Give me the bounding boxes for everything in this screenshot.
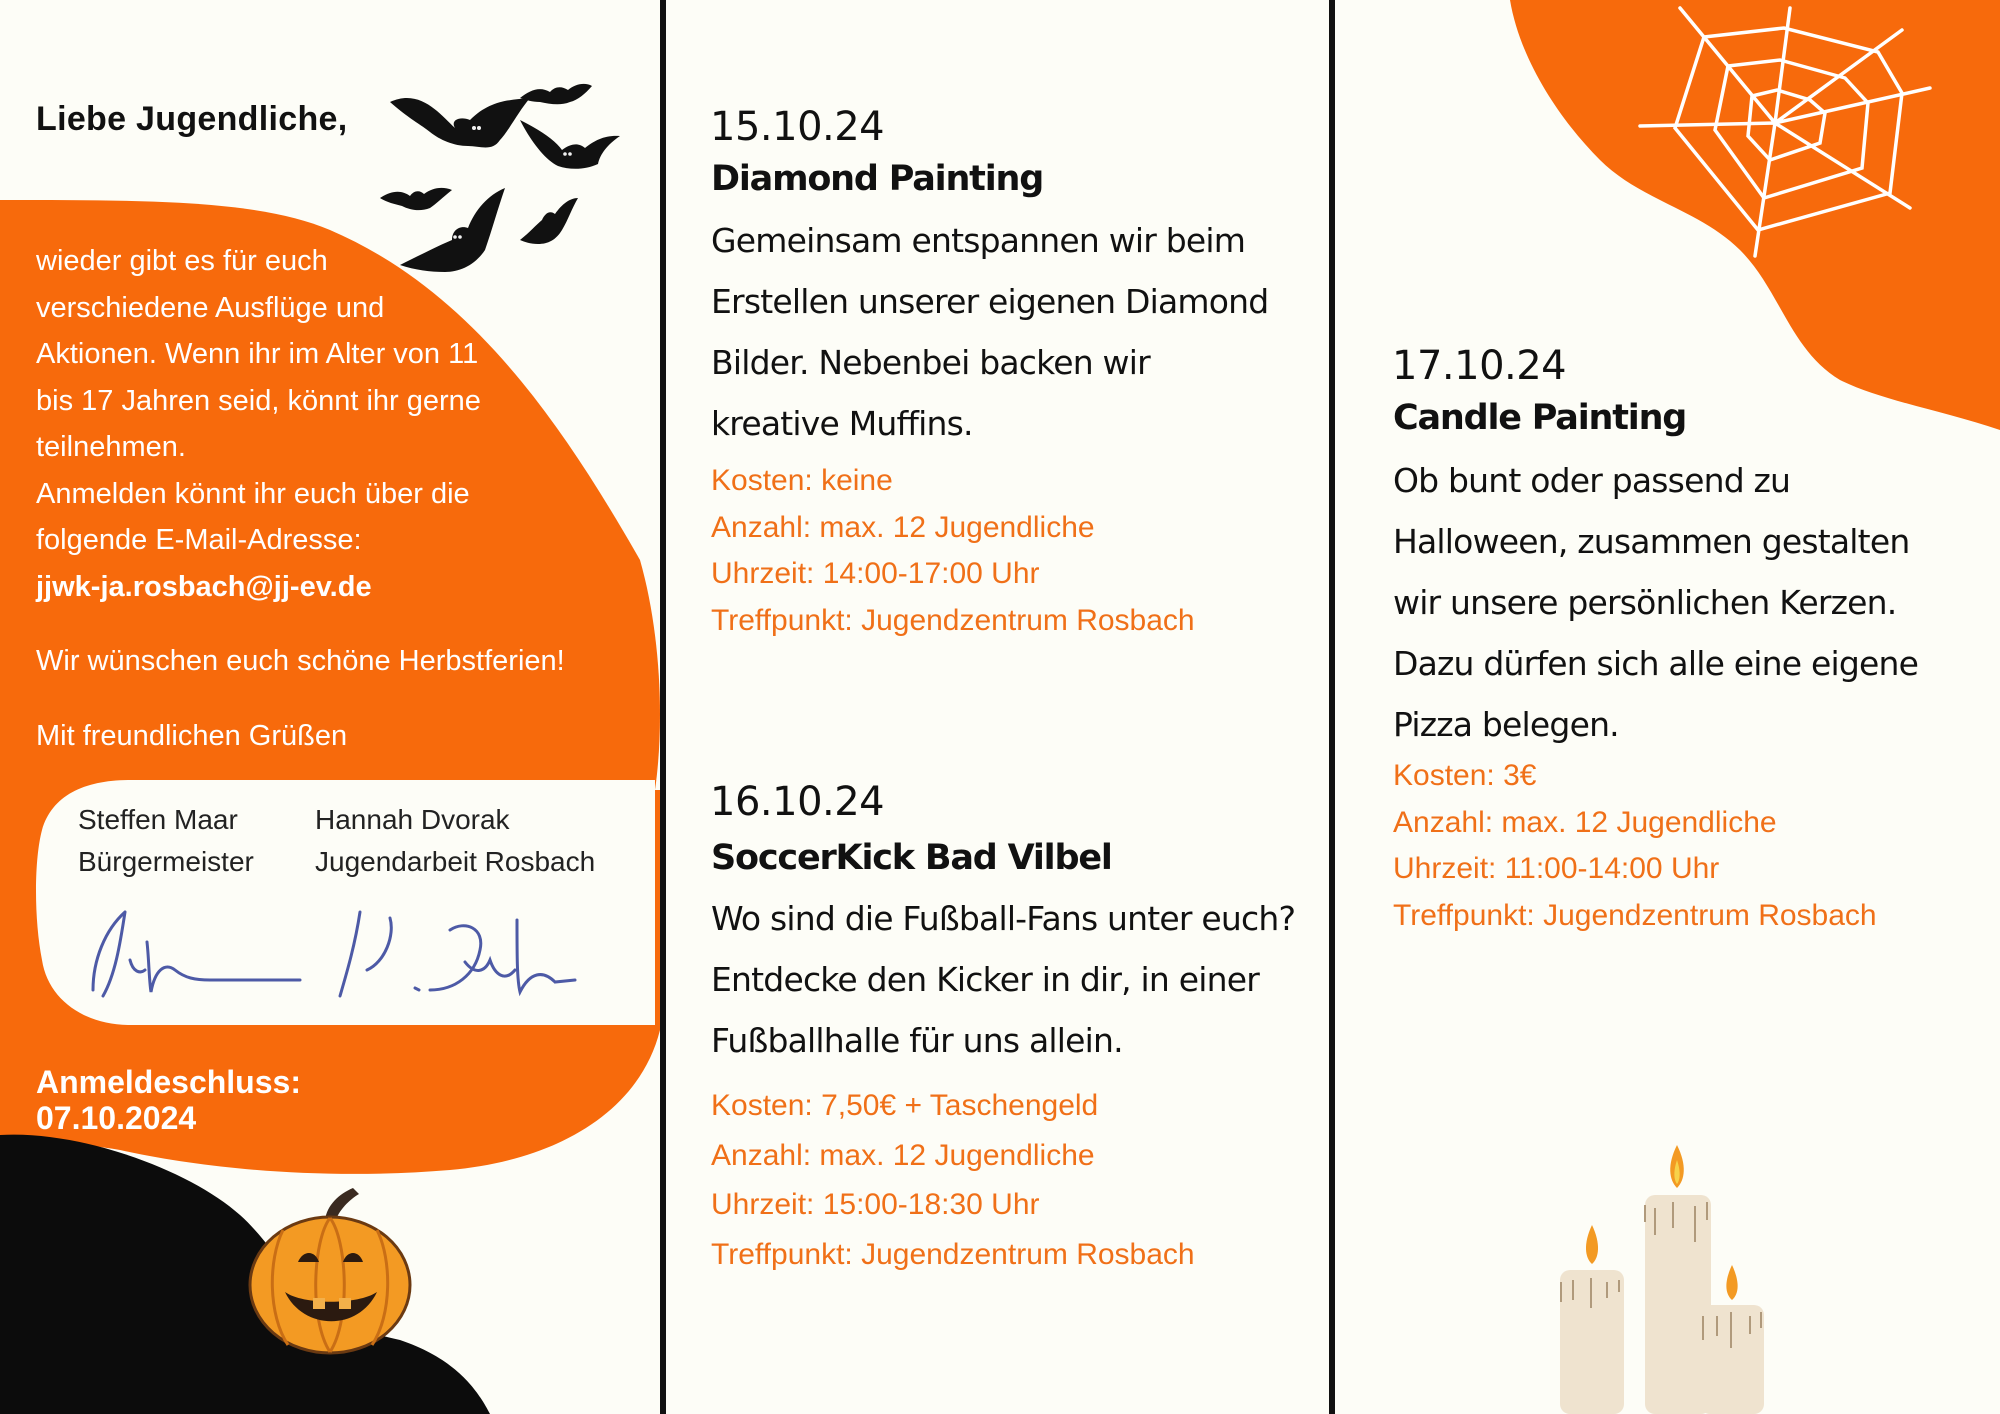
detail-cost: Kosten: 7,50€ + Taschengeld [711, 1089, 1099, 1122]
event-description [1393, 450, 1918, 755]
event-details [1393, 753, 1877, 939]
column-divider [1329, 0, 1335, 1414]
description-line: Dazu dürfen sich alle eine eigene [1393, 644, 1919, 683]
event-date: 17.10.24 [1392, 343, 1567, 389]
event-description [711, 888, 1295, 1071]
detail-time: Uhrzeit: 11:00-14:00 Uhr [1393, 852, 1720, 885]
spiderweb-icon [1640, 8, 1940, 268]
intro-line: verschiedene Ausflüge und [36, 291, 385, 324]
event-title: Diamond Painting [711, 159, 1044, 199]
candles-icon [1555, 1140, 1775, 1414]
column-divider [660, 0, 666, 1414]
description-line: Erstellen unserer eigenen Diamond [711, 282, 1269, 321]
registration-deadline [36, 1064, 301, 1136]
description-line: Entdecke den Kicker in dir, in einer [711, 960, 1259, 999]
description-line: Wo sind die Fußball-Fans unter euch? [711, 899, 1296, 938]
detail-meeting-point: Treffpunkt: Jugendzentrum Rosbach [711, 603, 1195, 637]
detail-meeting-point: Treffpunkt: Jugendzentrum Rosbach [1393, 898, 1877, 932]
holiday-wish: Wir wünschen euch schöne Herbstferien! [36, 645, 565, 677]
detail-time: Uhrzeit: 15:00-18:30 Uhr [711, 1188, 1040, 1221]
deadline-label: Anmeldeschluss: [36, 1064, 301, 1100]
intro-line: folgende E-Mail-Adresse: [36, 524, 362, 556]
description-line: Pizza belegen. [1393, 705, 1619, 744]
event-description [711, 210, 1268, 454]
event-title: Candle Painting [1393, 398, 1687, 438]
handwritten-signature [85, 900, 565, 1000]
deadline-date: 07.10.2024 [36, 1100, 197, 1136]
closing-greeting: Mit freundlichen Grüßen [36, 719, 348, 752]
intro-line: Anmelden könnt ihr euch über die [36, 477, 470, 510]
description-line: Bilder. Nebenbei backen wir [711, 343, 1150, 382]
signatory-role: Bürgermeister [78, 846, 254, 877]
intro-line: wieder gibt es für euch [36, 245, 328, 277]
event-date: 15.10.24 [710, 104, 885, 150]
contact-email[interactable]: jjwk-ja.rosbach@jj-ev.de [36, 570, 372, 603]
detail-cost: Kosten: 3€ [1393, 759, 1537, 792]
description-line: kreative Muffins. [711, 404, 973, 443]
intro-line: bis 17 Jahren seid, könnt ihr gerne [36, 384, 481, 417]
description-line: Fußballhalle für uns allein. [711, 1021, 1123, 1060]
detail-meeting-point: Treffpunkt: Jugendzentrum Rosbach [711, 1237, 1195, 1271]
signatory-name: Steffen Maar [78, 804, 238, 835]
pumpkin-icon [243, 1180, 418, 1355]
intro-line: Aktionen. Wenn ihr im Alter von 11 [36, 338, 479, 370]
signatory-name: Hannah Dvorak [315, 804, 510, 835]
detail-count: Anzahl: max. 12 Jugendliche [1393, 805, 1777, 839]
event-details [711, 458, 1195, 644]
event-title: SoccerKick Bad Vilbel [711, 838, 1112, 878]
intro-line: teilnehmen. [36, 431, 186, 463]
description-line: Ob bunt oder passend zu [1393, 461, 1791, 500]
description-line: Gemeinsam entspannen wir beim [711, 221, 1246, 260]
description-line: wir unsere persönlichen Kerzen. [1393, 583, 1897, 622]
description-line: Halloween, zusammen gestalten [1393, 522, 1910, 561]
detail-time: Uhrzeit: 14:00-17:00 Uhr [711, 557, 1040, 590]
detail-count: Anzahl: max. 12 Jugendliche [711, 510, 1095, 544]
greeting: Liebe Jugendliche, [36, 100, 348, 138]
intro-text [36, 238, 636, 759]
detail-cost: Kosten: keine [711, 464, 893, 497]
signatory-role: Jugendarbeit Rosbach [315, 846, 596, 877]
detail-count: Anzahl: max. 12 Jugendliche [711, 1138, 1095, 1172]
event-details [711, 1081, 1195, 1279]
event-date: 16.10.24 [710, 779, 885, 825]
